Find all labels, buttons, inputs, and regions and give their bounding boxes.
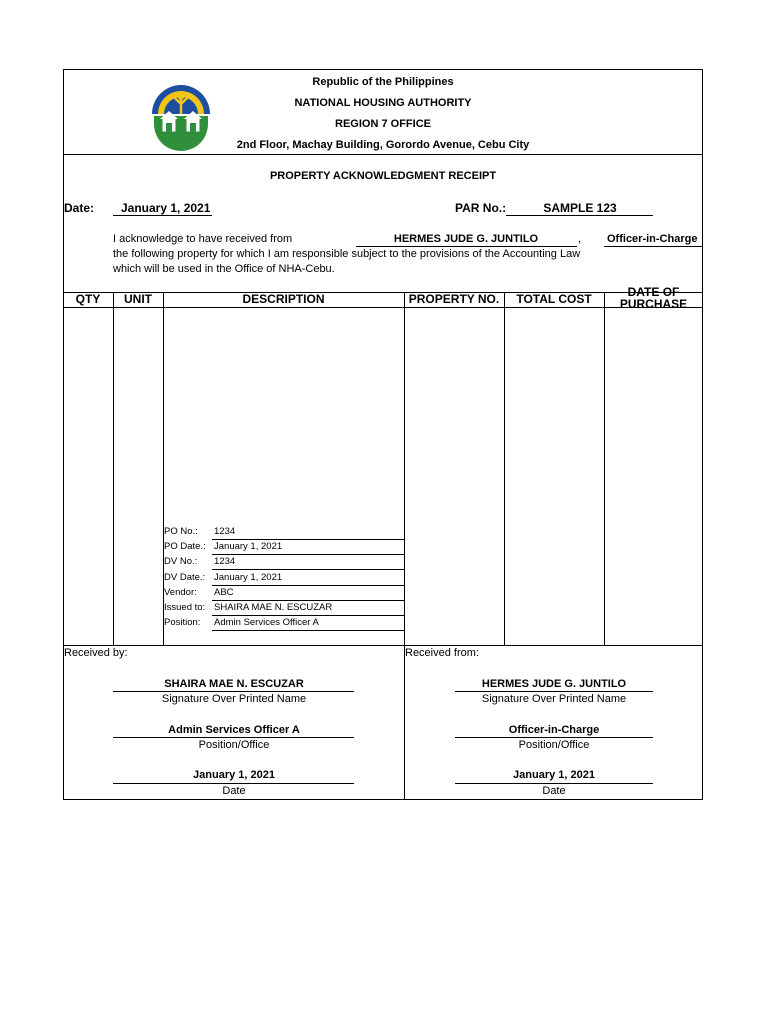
col-divider-description xyxy=(404,292,405,800)
detail-underline xyxy=(212,615,404,616)
date-value: January 1, 2021 xyxy=(121,201,211,215)
header-property-no: PROPERTY NO. xyxy=(408,292,500,306)
header-total-cost: TOTAL COST xyxy=(516,292,592,306)
received-by-date-caption: Date xyxy=(222,785,246,797)
ack-prefix: I acknowledge to have received from xyxy=(113,233,293,245)
detail-value: 1234 xyxy=(214,526,236,537)
nha-logo-icon xyxy=(150,80,212,150)
document-title: PROPERTY ACKNOWLEDGMENT RECEIPT xyxy=(269,170,497,182)
detail-value: ABC xyxy=(214,586,234,598)
col-divider-qty xyxy=(113,292,114,645)
table-bottom-border xyxy=(63,645,703,646)
ack-name: HERMES JUDE G. JUNTILO xyxy=(393,233,539,245)
received-from-name: HERMES JUDE G. JUNTILO xyxy=(481,678,627,690)
detail-underline xyxy=(212,569,404,570)
ack-position: Officer-in-Charge xyxy=(607,233,698,245)
header-qty: QTY xyxy=(75,292,101,306)
detail-label: PO Date.: xyxy=(164,541,206,553)
detail-underline xyxy=(212,600,404,601)
par-label: PAR No.: xyxy=(455,201,507,215)
detail-value: 1234 xyxy=(214,556,236,568)
ack-position-underline xyxy=(604,246,703,247)
ack-name-underline xyxy=(356,246,577,247)
header-divider xyxy=(63,154,703,155)
received-by-label: Received by: xyxy=(64,647,128,659)
received-by-position: Admin Services Officer A xyxy=(168,724,300,736)
received-from-position-line xyxy=(455,737,653,738)
detail-label: Issued to: xyxy=(164,602,206,613)
header-description: DESCRIPTION xyxy=(242,292,325,306)
received-from-date: January 1, 2021 xyxy=(513,769,595,781)
detail-underline xyxy=(212,630,404,631)
col-divider-property xyxy=(504,292,505,645)
detail-label: PO No.: xyxy=(164,526,198,537)
received-from-date-line xyxy=(455,783,653,784)
republic-line: Republic of the Philippines xyxy=(312,76,454,88)
header-date-purchase-cell xyxy=(604,285,703,311)
detail-label: DV No.: xyxy=(164,556,198,568)
office-address: 2nd Floor, Machay Building, Gorordo Avenue, Cebu City xyxy=(236,139,530,151)
received-by-position-line xyxy=(113,737,354,738)
date-underline xyxy=(113,215,212,216)
detail-value: SHAIRA MAE N. ESCUZAR xyxy=(214,602,333,613)
col-divider-cost xyxy=(604,292,605,645)
detail-label: Vendor: xyxy=(164,586,197,598)
received-from-position-caption: Position/Office xyxy=(518,739,590,751)
received-from-name-line xyxy=(455,691,653,692)
header-unit: UNIT xyxy=(124,292,152,306)
detail-value: January 1, 2021 xyxy=(214,541,283,553)
par-underline xyxy=(506,215,653,216)
agency-name: NATIONAL HOUSING AUTHORITY xyxy=(294,97,472,109)
received-by-name-line xyxy=(113,691,354,692)
detail-value: Admin Services Officer A xyxy=(214,617,319,629)
received-from-position: Officer-in-Charge xyxy=(508,724,600,736)
ack-comma: , xyxy=(578,233,582,245)
received-by-name: SHAIRA MAE N. ESCUZAR xyxy=(164,678,304,690)
detail-underline xyxy=(212,554,404,555)
detail-value: January 1, 2021 xyxy=(214,571,283,583)
received-by-position-caption: Position/Office xyxy=(198,739,270,751)
region-office: REGION 7 OFFICE xyxy=(335,118,431,130)
detail-label: DV Date.: xyxy=(164,571,206,583)
detail-underline xyxy=(212,539,404,540)
received-from-name-caption: Signature Over Printed Name xyxy=(481,693,627,705)
date-label: Date: xyxy=(64,201,95,215)
header-date-of-purchase: DATE OF PURCHASE xyxy=(619,285,688,311)
received-from-label: Received from: xyxy=(405,647,479,659)
received-from-date-caption: Date xyxy=(542,785,566,797)
ack-line2: the following property for which I am responsible subject to the provisions of the Accounting Law xyxy=(113,248,581,260)
received-by-date-line xyxy=(113,783,354,784)
received-by-name-caption: Signature Over Printed Name xyxy=(161,693,307,705)
ack-line3: which will be used in the Office of NHA-Cebu. xyxy=(113,263,335,275)
detail-underline xyxy=(212,585,404,586)
detail-label: Position: xyxy=(164,617,201,629)
received-by-date: January 1, 2021 xyxy=(193,769,275,781)
par-value: SAMPLE 123 xyxy=(543,201,617,215)
